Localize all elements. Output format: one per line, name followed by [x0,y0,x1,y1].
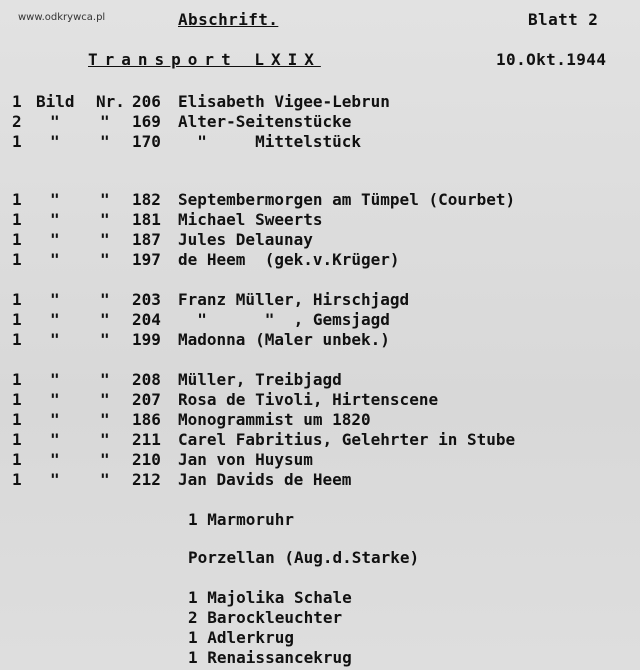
item-nr-label: " [100,430,110,449]
item-count: 1 [12,450,22,469]
item-kind: " [50,210,60,229]
item-nr-label: " [100,230,110,249]
list-item [0,92,640,112]
item-kind: " [50,230,60,249]
watermark: www.odkrywca.pl [18,12,106,23]
item-nr-label: " [100,290,110,309]
list-item [0,230,640,250]
item-kind: " [50,370,60,389]
list-item [0,450,640,470]
item-count: 2 [12,112,22,131]
item-count: 1 [12,190,22,209]
item-title: Jules Delaunay [178,230,313,249]
porcelain-item: 1 Renaissancekrug [188,648,352,667]
item-kind: " [50,310,60,329]
item-nr-label: " [100,470,110,489]
porcelain-item: 2 Barockleuchter [188,608,343,627]
item-title: Franz Müller, Hirschjagd [178,290,410,309]
item-count: 1 [12,92,22,111]
list-item [0,210,640,230]
list-item [0,470,640,490]
item-count: 1 [12,132,22,151]
item-nr-label: " [100,410,110,429]
item-nr-label: " [100,370,110,389]
item-title: " " , Gemsjagd [178,310,390,329]
item-kind: " [50,132,60,151]
item-nr-label: " [100,390,110,409]
item-number: 210 [132,450,161,469]
item-title: Jan Davids de Heem [178,470,352,489]
item-count: 1 [12,290,22,309]
item-title: Septembermorgen am Tümpel (Courbet) [178,190,516,209]
list-item [0,190,640,210]
sheet-number: Blatt 2 [528,10,599,29]
item-count: 1 [12,310,22,329]
item-title: Elisabeth Vigee-Lebrun [178,92,390,111]
item-title: de Heem (gek.v.Krüger) [178,250,400,269]
item-title: Alter-Seitenstücke [178,112,352,131]
item-nr-label: " [100,210,110,229]
item-title: Madonna (Maler unbek.) [178,330,390,349]
list-item [0,370,640,390]
item-nr-label: " [100,330,110,349]
item-nr-label: " [100,310,110,329]
item-nr-label: Nr. [96,92,125,111]
item-number: 206 [132,92,161,111]
item-kind: " [50,470,60,489]
item-number: 169 [132,112,161,131]
item-kind: " [50,250,60,269]
document-date: 10.Okt.1944 [496,50,607,69]
item-number: 204 [132,310,161,329]
list-item [0,250,640,270]
list-item [0,410,640,430]
item-title: Carel Fabritius, Gelehrter in Stube [178,430,516,449]
list-item [0,112,640,132]
item-kind: " [50,450,60,469]
item-count: 1 [12,470,22,489]
item-kind: " [50,330,60,349]
item-number: 211 [132,430,161,449]
item-count: 1 [12,430,22,449]
item-count: 1 [12,230,22,249]
item-number: 181 [132,210,161,229]
list-item [0,390,640,410]
item-number: 187 [132,230,161,249]
item-nr-label: " [100,112,110,131]
porcelain-item: 1 Majolika Schale [188,588,352,607]
item-kind: " [50,410,60,429]
item-count: 1 [12,410,22,429]
item-number: 203 [132,290,161,309]
porcelain-item: 1 Adlerkrug [188,628,294,647]
item-number: 170 [132,132,161,151]
item-number: 186 [132,410,161,429]
item-title: Michael Sweerts [178,210,323,229]
item-title: Jan von Huysum [178,450,313,469]
item-nr-label: " [100,132,110,151]
item-count: 1 [12,390,22,409]
item-kind: Bild [36,92,75,111]
list-item [0,430,640,450]
document-heading: Abschrift. [178,10,279,29]
item-kind: " [50,390,60,409]
item-number: 208 [132,370,161,389]
item-title: Rosa de Tivoli, Hirtenscene [178,390,439,409]
item-count: 1 [12,370,22,389]
item-number: 212 [132,470,161,489]
item-number: 197 [132,250,161,269]
list-item [0,290,640,310]
item-kind: " [50,430,60,449]
clock-line: 1 Marmoruhr [188,510,294,529]
item-count: 1 [12,250,22,269]
item-nr-label: " [100,250,110,269]
transport-title: Transport LXIX [88,50,321,69]
list-item [0,132,640,152]
item-number: 207 [132,390,161,409]
item-number: 199 [132,330,161,349]
item-title: Monogrammist um 1820 [178,410,371,429]
list-item [0,330,640,350]
item-title: " Mittelstück [178,132,362,151]
item-kind: " [50,112,60,131]
porcelain-heading: Porzellan (Aug.d.Starke) [188,548,420,567]
item-nr-label: " [100,450,110,469]
item-nr-label: " [100,190,110,209]
item-count: 1 [12,210,22,229]
item-number: 182 [132,190,161,209]
item-title: Müller, Treibjagd [178,370,342,389]
item-kind: " [50,190,60,209]
list-item [0,310,640,330]
item-count: 1 [12,330,22,349]
item-kind: " [50,290,60,309]
